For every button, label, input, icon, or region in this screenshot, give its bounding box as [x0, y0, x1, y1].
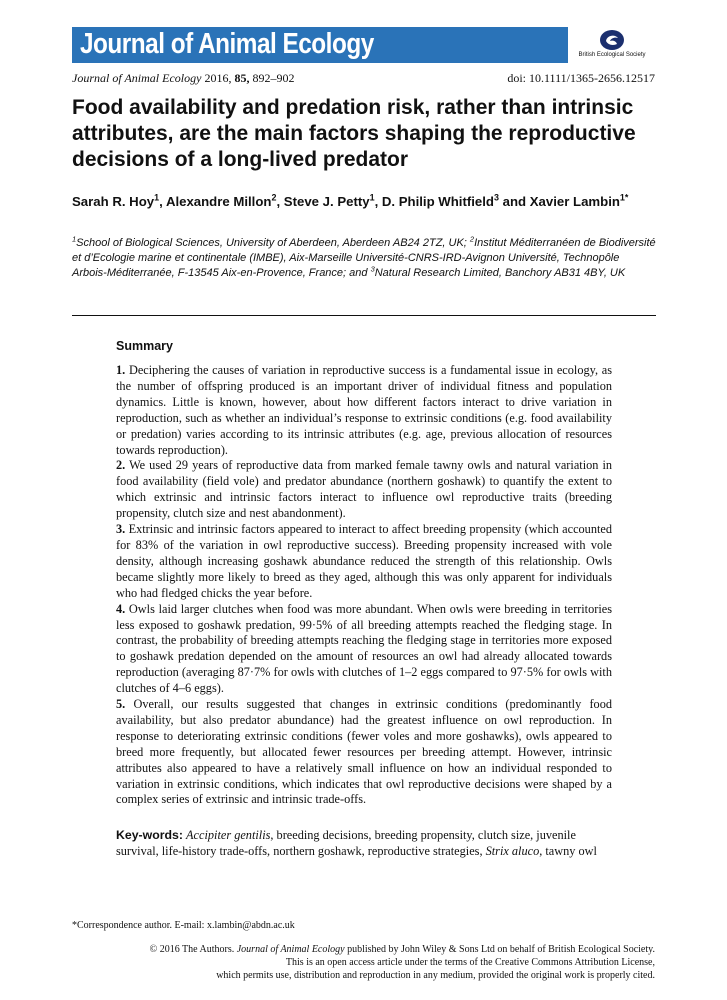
summary-point: 1. Deciphering the causes of variation in reproductive success is a fundamental issue in ecology, as the number of offspring produced is an important driver of individual fitness and population dynamics. Little is known, however, about how different factors interact to drive variation in reproduction, such as whether an individual’s response to extrinsic conditions (e.g. food availability or predation) varies according to its intrinsic attributes (e.g. age, previous allocation of resources towards reproduction).	[116, 363, 613, 457]
affiliation: School of Biological Sciences, University of Aberdeen, Aberdeen AB24 2TZ, UK;	[76, 237, 470, 249]
society-logo	[568, 27, 656, 63]
summary-point: 5. Overall, our results suggested that changes in extrinsic conditions (predominantly food availability, but also predator abundance) had the greatest influence on owl reproduction. In response to deteriorating extrinsic conditions (fewer voles and more goshawks), owls appeared to breed more frequently, but allocated fewer resources per breeding attempt. However, intrinsic attributes also appeared to have a relatively small influence on how an individual responded to variation in extrinsic conditions, which indicates that owl reproductive decisions were shaped by a complex series of extrinsic and intrinsic trade-offs.	[116, 697, 612, 807]
copyright-notice: © 2016 The Authors. Journal of Animal Ecology published by John Wiley & Sons Ltd on behalf of British Ecological Society. This is an open access article under the terms of the Creative Commons Attribution License, which permits use, distribution and reproduction in any medium, provided the original work is properly cited.	[149, 944, 655, 981]
citation-year: 2016,	[204, 71, 232, 85]
pages: 892–902	[252, 71, 295, 85]
author: D. Philip Whitfield$^3$ and	[381, 192, 530, 209]
correspondence-footnote: *Correspondence author. E-mail: x.lambin@abdn.ac.uk	[72, 920, 295, 931]
summary-point: 2. We used 29 years of reproductive data from marked female tawny owls and natural variation in food availability (field vole) and predator abundance (northern goshawk) to quantify the extent to which extrinsic and intrinsic factors interact to influence owl reproductive traits (breeding propensity, clutch size and nest abandonment).	[116, 458, 613, 521]
journal-name: Journal of Animal Ecology	[72, 71, 202, 85]
journal-banner-title: Journal of Animal Ecology	[80, 28, 374, 60]
article-title: Food availability and predation risk, rather than intrinsic attributes, are the main factors shaping the reproductive decisions of a long-lived predator	[72, 96, 636, 171]
header-divider	[72, 315, 656, 316]
affiliations: $^1$School of Biological Sciences, University of Aberdeen, Aberdeen AB24 2TZ, UK; $^2$Institut Méditerranéen de Biodiversité et d’Ecologie marine et continentale (IMBE), Aix-Marseille Université-CNRS-IRD-Avignon Université, Technopôle Arbois-Méditerranée, F-13545 Aix-en-Provence, France; and $^3$Natural Research Limited, Banchory AB31 4BY, UK	[72, 234, 656, 280]
doi[interactable]: doi: 10.1111/1365-2656.12517	[507, 71, 655, 85]
author: Xavier Lambin$^{1*}$	[529, 192, 629, 209]
author-list	[72, 192, 652, 211]
journal-banner	[72, 27, 656, 63]
society-logo-text: British Ecological Society	[578, 52, 646, 58]
society-logo-icon	[599, 29, 625, 51]
summary-point: 4. Owls laid larger clutches when food was more abundant. When owls were breeding in territories less exposed to goshawk predation, 99·5% of all breeding attempts reached the fledging stage. In contrast, the probability of breeding attempts reaching the fledging stage in territories more exposed to goshawk predation depended on the amount of resources an owl had already allocated towards reproduction (averaging 87·7% for owls with clutches of 1–2 eggs compared to 97·5% for owls with clutches of 4–6 eggs).	[116, 601, 612, 696]
citation-line	[72, 71, 294, 86]
keywords-label: Key-words:	[116, 828, 183, 842]
author: Steve J. Petty$^1$,	[283, 192, 382, 209]
summary-body	[116, 363, 612, 808]
summary-point: 3. Extrinsic and intrinsic factors appeared to interact to affect breeding propensity (which accounted for 83% of the variation in owl reproductive success). Breeding propensity increased with vole density, although increasing goshawk abundance reduced the strength of this relationship. Owls became slightly more likely to breed as they aged, although this was only apparent for individuals who had fledged chicks the year before.	[116, 522, 612, 600]
summary-heading: Summary	[116, 339, 173, 353]
affiliation: Institut Méditerranéen de Biodiversité et d’Ecologie marine et continentale (IMBE), Aix-Marseille Université-CNRS-IRD-Avignon Université, Technopôle Arbois-Méditerranée, F-13545 Aix-en-Provence, France; and	[72, 237, 656, 280]
author: Alexandre Millon$^2$,	[165, 192, 284, 209]
affiliation: Natural Research Limited, Banchory AB31 4BY, UK	[374, 267, 626, 280]
author: Sarah R. Hoy$^1$,	[72, 192, 166, 209]
keywords: Key-words: Accipiter gentilis, breeding decisions, breeding propensity, clutch size, juvenile survival, life-history trade-offs, northern goshawk, reproductive strategies, Strix aluco, tawny owl	[116, 828, 597, 858]
volume: 85,	[234, 71, 250, 85]
